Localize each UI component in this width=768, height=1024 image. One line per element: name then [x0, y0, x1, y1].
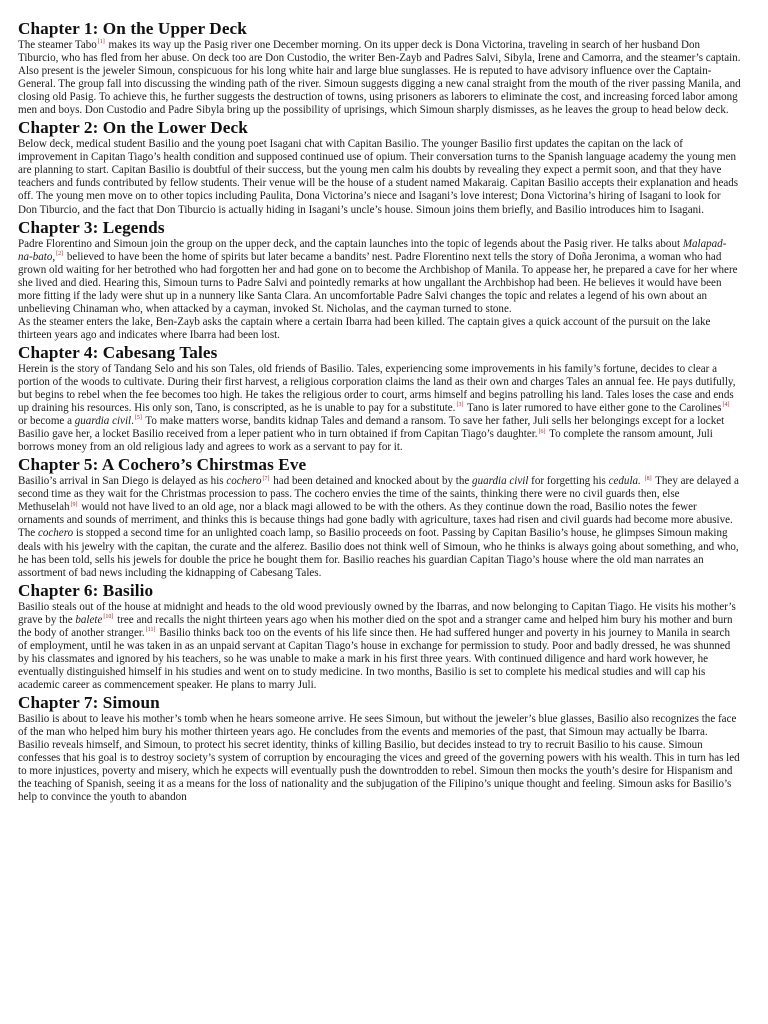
paragraph-text: is stopped a second time for an unlighted coach lamp, so Basilio proceeds on foot. Passing by Capitan Basilio’s house, he glimpses Simoun making deals with his jewelry with the capitan, the curate and the alferez. Basilio does not think well of Simoun, who he thinks is always going about something, and who, he has been told, sells his jewels for double the price he bought them for. Basilio reaches his guardian Capitan Tiago’s house where the old man narrates an assortment of bad news including the kidnapping of Cabesang Tales.	[18, 527, 739, 579]
footnote-reference-link[interactable]: [7]	[262, 475, 270, 482]
italic-term: Malapad-na-bato,	[18, 237, 727, 263]
chapter-section	[18, 19, 741, 117]
footnote-reference-link[interactable]: [8]	[644, 475, 652, 482]
paragraph-text: They are delayed a second time as they wait for the Christmas procession to pass. The cochero envies the time of the saints, thinking there were no civil guards then, else Methuselah	[18, 475, 739, 514]
paragraph-text: for forgetting his	[528, 475, 609, 488]
chapter-paragraph	[18, 713, 741, 804]
footnote-reference-link[interactable]: [10]	[103, 614, 114, 621]
paragraph-text: As the steamer enters the lake, Ben-Zayb asks the captain where a certain Ibarra had been killed. The captain gives a quick account of the pursuit on the lake thirteen years ago and indicates where Ibarra had been lost.	[18, 315, 711, 341]
paragraph-text: Basilio is about to leave his mother’s tomb when he hears someone arrive. He sees Simoun, but without the jeweler’s blue glasses, Basilio also recognizes the face of the man who helped him bury his mother thirteen years ago. He concludes from the events and memories of the past, that Simoun may actually be Ibarra. Basilio reveals himself, and Simoun, to protect his secret identity, thinks of killing Basilio, but decides instead to try to recruit Basilio to his cause. Simoun confesses that his goal is to destroy society’s system of corruption by encouraging the vices and greed of the governing powers with his wealth. This in turn has led to more injustices, poverty and misery, which he expects will eventually push the downtrodden to rebel. Simoun then mocks the youth’s desire for Hispanism and the teaching of Spanish, seeing it as a means for the loss of nationality and the subjugation of the Filipino’s unique thought and feeling. Simoun asks for Basilio’s help to convince the youth to abandon	[18, 712, 740, 804]
footnote-reference-link[interactable]: [5]	[134, 415, 142, 422]
chapter-title: Chapter 5: A Cochero’s Chirstmas Eve	[18, 455, 307, 475]
footnote-reference-link[interactable]: [9]	[70, 501, 78, 508]
italic-term: guardia civil	[472, 475, 529, 488]
chapter-section	[18, 581, 741, 692]
paragraph-text: To make matters worse, bandits kidnap Tales and demand a ransom. To save her father, Juli sells her belongings except for a locket Basilio gave her, a locket Basilio received from a leper patient who in turn obtained if from Capitan Tiago’s daughter.	[18, 415, 725, 441]
paragraph-text: Herein is the story of Tandang Selo and his son Tales, old friends of Basilio. Tales, experiencing some improvements in his family’s fortune, decides to clear a portion of the woods to cultivate. During their first harvest, a religious corporation claims the land as their own and charges Tales an annual fee. He pays dutifully, but begins to rebel when the fee becomes too high. He takes the religious order to court, arms himself and begins patrolling his land. Tales loses the case and ends up draining his resources. His only son, Tano, is conscripted, as he is unable to pay for a substitute.	[18, 362, 736, 415]
chapter-section	[18, 693, 741, 804]
italic-term: cedula.	[608, 475, 641, 488]
paragraph-text: Basilio steals out of the house at midnight and heads to the old wood previously owned by the Ibarras, and now belonging to Capitan Tiago. He visits his mother’s grave by the	[18, 600, 736, 626]
chapter-paragraph	[18, 601, 741, 692]
chapter-title: Chapter 4: Cabesang Tales	[18, 342, 218, 362]
paragraph-text: Basilio thinks back too on the events of his life since then. He had suffered hunger and poverty in his journey to Manila in search of employment, until he was taken in as an unpaid servant at Capitan Tiago’s house in exchange for permission to study. Poor and badly dressed, he was shunned by his classmates and ignored by his teachers, so he was unable to make a mark in his first three years. With continued diligence and hard work however, he eventually distinguished himself in his studies and went on to study medicine. In two months, Basilio is set to complete his medical studies and will cap his academic career as commencement speaker. He plans to marry Juli.	[18, 626, 731, 691]
chapter-title: Chapter 6: Basilio	[18, 580, 154, 600]
chapter-paragraph	[18, 238, 741, 316]
paragraph-text: Tano is later rumored to have either gone to the Carolines	[464, 402, 722, 415]
paragraph-text: had been detained and knocked about by the	[270, 475, 473, 488]
chapter-title: Chapter 3: Legends	[18, 217, 165, 237]
chapter-title: Chapter 7: Simoun	[18, 692, 160, 712]
paragraph-text: tree and recalls the night thirteen years ago when his mother died on the spot and a stranger came and helped him bury his mother and burn the body of another stranger.	[18, 613, 733, 639]
chapter-paragraph	[18, 138, 741, 216]
italic-term: guardia civil	[74, 415, 132, 428]
footnote-reference-link[interactable]: [11]	[145, 627, 156, 634]
footnote-reference-link[interactable]: [4]	[722, 402, 730, 409]
paragraph-text: or become a	[18, 415, 75, 428]
paragraph-text: The steamer Tabo	[18, 39, 97, 51]
chapter-paragraph	[18, 39, 741, 117]
paragraph-text	[641, 475, 644, 487]
paragraph-text: would not have lived to an old age, nor a black magi allowed to be with the others. As they continue down the road, Basilio notes the fewer ornaments and sounds of merriment, and thinks this is because things had gone badly with agriculture, taxes had risen and civil guards had become more abusive. The	[18, 501, 733, 540]
paragraph-text: Basilio’s arrival in San Diego is delayed as his	[18, 475, 227, 488]
italic-term: cochero	[226, 475, 262, 488]
footnote-reference-link[interactable]: [6]	[538, 428, 546, 435]
chapter-title: Chapter 2: On the Lower Deck	[18, 118, 248, 138]
chapter-section	[18, 218, 741, 342]
footnote-reference-link[interactable]: [1]	[97, 39, 105, 46]
footnote-reference-link[interactable]: [2]	[56, 250, 64, 257]
chapter-paragraph	[18, 363, 741, 454]
paragraph-text: To complete the ransom amount, Juli borrows money from an old religious lady and agrees to work as a servant to pay for it.	[18, 428, 713, 454]
chapter-paragraph	[18, 316, 741, 342]
chapter-section	[18, 343, 741, 454]
chapter-section	[18, 118, 741, 216]
chapter-section	[18, 455, 741, 579]
chapter-paragraph	[18, 475, 741, 579]
italic-term: cochero	[37, 527, 74, 540]
chapter-title: Chapter 1: On the Upper Deck	[18, 19, 247, 38]
paragraph-text: makes its way up the Pasig river one December morning. On its upper deck is Dona Victorina, traveling in search of her husband Don Tiburcio, who has fled from her abuse. On deck too are Don Custodio, the writer Ben-Zayb and Padres Salvi, Sibyla, Irene and Camorra, and the steamer’s captain. Also present is the jeweler Simoun, conspicuous for his long white hair and large blue sunglasses. He is reputed to have advisory influence over the Captain-General. The group fall into discussing the winding path of the river. Simoun suggests digging a new canal straight from the mouth of the river passing Manila, and closing old Pasig. To achieve this, he further suggests the destruction of towns, using prisoners as laborers to eliminate the cost, and increasing forced labor among men and boys. Don Custodio and Padre Sibyla bring up the possibility of uprisings, which Simoun sharply dismisses, as he leaves the group to head below deck.	[18, 39, 741, 117]
paragraph-text: Below deck, medical student Basilio and the young poet Isagani chat with Capitan Basilio. The younger Basilio first updates the capitan on the lack of improvement in Capitan Tiago’s health condition and supposed continued use of opium. Their conversation turns to the Spanish language academy the young men are planning to start. Capitan Basilio is doubtful of their success, but the young men calm his doubts by revealing they expect a permit soon, and that they have teachers and funds contributed by fellow students. Their venue will be the house of a student named Makaraig. Capitan Basilio accepts their explanation and heads off. The young men move on to other topics including Paulita, Dona Victorina’s niece and Isagani’s love interest; Dona Victorina’s hiring of Isagani to look for Don Tiburcio, and the fact that Don Tiburcio is actually hiding in Isagani’s uncle’s house. Simoun joins them briefly, and Basilio introduces him to Isagani.	[18, 138, 739, 216]
italic-term: balete	[75, 613, 103, 626]
paragraph-text: .	[131, 415, 134, 428]
paragraph-text: believed to have been the home of spirits but later became a bandits’ nest. Padre Florentino next tells the story of Doña Jeronima, a woman who had grown old waiting for her betrothed who had forgotten her and had gone on to become the Archbishop of Manila. To appease her, he prepared a cave for her where she lived and died. Hearing this, Simoun turns to Padre Salvi and pointedly remarks at how ungallant the Archbishop had been. He believes it would have been more fitting if the lady were shut up in a nunnery like Santa Clara. An uncomfortable Padre Salvi changes the topic and relates a legend of his own about an unbelieving Chinaman who, when attacked by a cayman, invoked St. Nicholas, and the cayman turned to stone.	[18, 250, 738, 315]
footnote-reference-link[interactable]: [3]	[456, 402, 464, 409]
paragraph-text: Padre Florentino and Simoun join the group on the upper deck, and the captain launches into the topic of legends about the Pasig river. He talks about	[18, 237, 683, 250]
